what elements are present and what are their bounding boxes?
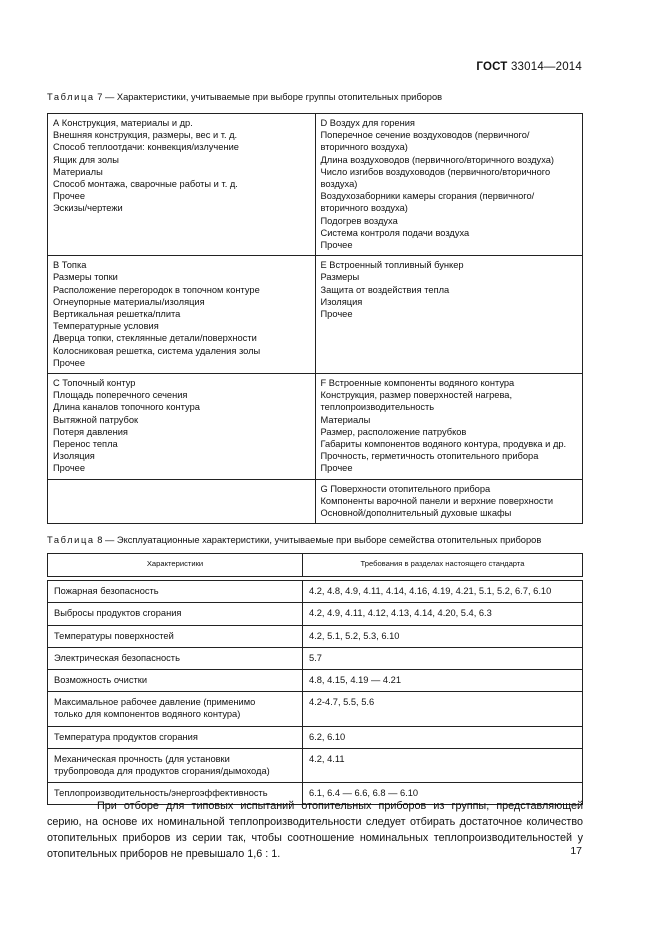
table8-characteristic: Механическая прочность (для установки трубопровода для продуктов сгорания/дымохода) [48,748,303,782]
table8-requirements: 4.2, 5.1, 5.2, 5.3, 6.10 [303,625,583,647]
table8-caption [47,535,541,545]
table7-row [48,114,583,256]
cell-line: Прочее [320,463,353,474]
table8-characteristic: Температура продуктов сгорания [48,726,303,748]
table8-characteristic: Теплопроизводительность/энергоэффективность [48,783,303,805]
cell-line: Защита от воздействия тепла [320,284,450,295]
standard-code-bold: ГОСТ [476,61,508,73]
page-number: 17 [570,845,582,857]
table8-requirements: 5.7 [303,647,583,669]
table8-requirements: 4.2, 4.9, 4.11, 4.12, 4.13, 4.14, 4.20, 5.4, 6.3 [303,603,583,625]
table8-characteristic: Температуры поверхностей [48,625,303,647]
table7-cell-d [315,114,583,256]
table7-caption-text: 7 — Характеристики, учитываемые при выборе группы отопительных приборов [97,92,443,102]
cell-line: Компоненты варочной панели и верхние поверхности [320,495,554,506]
cell-line: Потеря давления [53,426,128,437]
table-row [48,726,583,748]
cell-line: Конструкция, размер поверхностей нагрева, теплопроизводительность [320,390,513,413]
table8-characteristic: Пожарная безопасность [48,581,303,603]
table-row [48,647,583,669]
cell-line: Способ монтажа, сварочные работы и т. д. [53,179,238,190]
table-row [48,670,583,692]
cell-line: А Конструкция, материалы и др. [53,118,193,128]
table7-caption [47,92,442,102]
cell-line: Прочее [53,357,86,368]
table7-cell-empty [48,479,316,524]
cell-line: Габариты компонентов водяного контура, продувка и др. [320,439,567,450]
table8-col-header: Требования в разделах настоящего стандарта [303,554,583,577]
cell-line: Ящик для золы [53,154,119,165]
cell-line: Изоляция [53,451,95,462]
body-paragraph: При отборе для типовых испытаний отопительных приборов из группы, представляющей серию, на основе их номинальной теплопроизводительности следует отбирать достаточное количество отопительных приборов из серии так, чтобы соотношение номинальных теплопроизводительностей у отопительных приборов не превышало 1,6 : 1. [47,799,583,860]
cell-line: Е Встроенный топливный бункер [320,260,464,271]
table8-characteristic: Электрическая безопасность [48,647,303,669]
table7-cell-c [48,374,316,480]
table8-col-header: Характеристики [48,554,303,577]
table8-requirements: 6.1, 6.4 — 6.6, 6.8 — 6.10 [303,783,583,805]
table7-cell-f [315,374,583,480]
table7-caption-label: Таблица [47,92,95,102]
table8 [47,553,583,805]
cell-line: Система контроля подачи воздуха [320,227,470,238]
table8-requirements: 4.2, 4.11 [303,748,583,782]
table8-caption-text: 8 — Эксплуатационные характеристики, учитываемые при выборе семейства отопительных приборов [97,535,542,545]
cell-line: Вытяжной патрубок [53,414,139,425]
table8-characteristic: Выбросы продуктов сгорания [48,603,303,625]
cell-line: Прочее [53,463,86,474]
cell-line: Прочее [53,191,86,202]
cell-line: Способ теплоотдачи: конвекция/излучение [53,142,239,153]
cell-line: Размеры [320,272,360,283]
table8-requirements: 4.2, 4.8, 4.9, 4.11, 4.14, 4.16, 4.19, 4.21, 5.1, 5.2, 6.7, 6.10 [303,581,583,603]
table7-cell-b [48,256,316,374]
table-row [48,581,583,603]
cell-line: Размер, расположение патрубков [320,426,467,437]
standard-code-number: 33014—2014 [510,61,582,73]
table8-characteristic: Возможность очистки [48,670,303,692]
table7-row [48,479,583,524]
cell-line: С Топочный контур [53,378,136,389]
cell-line: Вертикальная решетка/плита [53,309,181,320]
table8-requirements: 6.2, 6.10 [303,726,583,748]
cell-line: Изоляция [320,296,363,307]
table7-cell-a [48,114,316,256]
cell-line: G Поверхности отопительного прибора [320,483,491,494]
cell-line: Основной/дополнительный духовые шкафы [320,508,512,519]
cell-line: Длина каналов топочного контура [53,402,200,413]
cell-line: Температурные условия [53,321,159,332]
cell-line: Материалы [320,414,371,425]
table8-requirements: 4.8, 4.15, 4.19 — 4.21 [303,670,583,692]
cell-line: Перенос тепла [53,439,118,450]
cell-line: Материалы [53,166,103,177]
cell-line: Огнеупорные материалы/изоляция [53,296,205,307]
cell-line: Размеры топки [53,272,118,283]
cell-line: Эскизы/чертежи [53,203,123,214]
standard-header [476,61,582,73]
table7-row [48,256,583,374]
cell-line: D Воздух для горения [320,118,415,128]
cell-line: Подогрев воздуха [320,215,398,226]
table8-requirements: 4.2-4.7, 5.5, 5.6 [303,692,583,726]
cell-line: Прочность, герметичность отопительного прибора [320,451,539,462]
table-row [48,625,583,647]
table-row [48,692,583,726]
cell-line: Прочее [320,240,353,251]
cell-line: Воздухозаборники камеры сгорания (первичного/вторичного воздуха) [320,191,535,214]
table-row [48,748,583,782]
cell-line: Поперечное сечение воздуховодов (первичного/вторичного воздуха) [320,130,530,153]
cell-line: Внешняя конструкция, размеры, вес и т. д. [53,130,238,141]
table7-cell-e [315,256,583,374]
cell-line: Длина воздуховодов (первичного/вторичного воздуха) [320,154,555,165]
table-row [48,603,583,625]
cell-line: Площадь поперечного сечения [53,390,188,401]
table8-header-row [48,554,583,577]
table7 [47,113,583,524]
cell-line: Дверца топки, стеклянные детали/поверхности [53,333,257,344]
table8-caption-label: Таблица [47,535,95,545]
cell-line: Расположение перегородок в топочном контуре [53,284,260,295]
table7-row [48,374,583,480]
cell-line: В Топка [53,260,87,271]
cell-line: Прочее [320,309,353,320]
table8-characteristic: Максимальное рабочее давление (применимо только для компонентов водяного контура) [48,692,303,726]
table7-cell-g [315,479,583,524]
cell-line: Число изгибов воздуховодов (первичного/вторичного воздуха) [320,166,551,190]
cell-line: Колосниковая решетка, система удаления золы [53,345,261,356]
cell-line: F Встроенные компоненты водяного контура [320,378,515,389]
